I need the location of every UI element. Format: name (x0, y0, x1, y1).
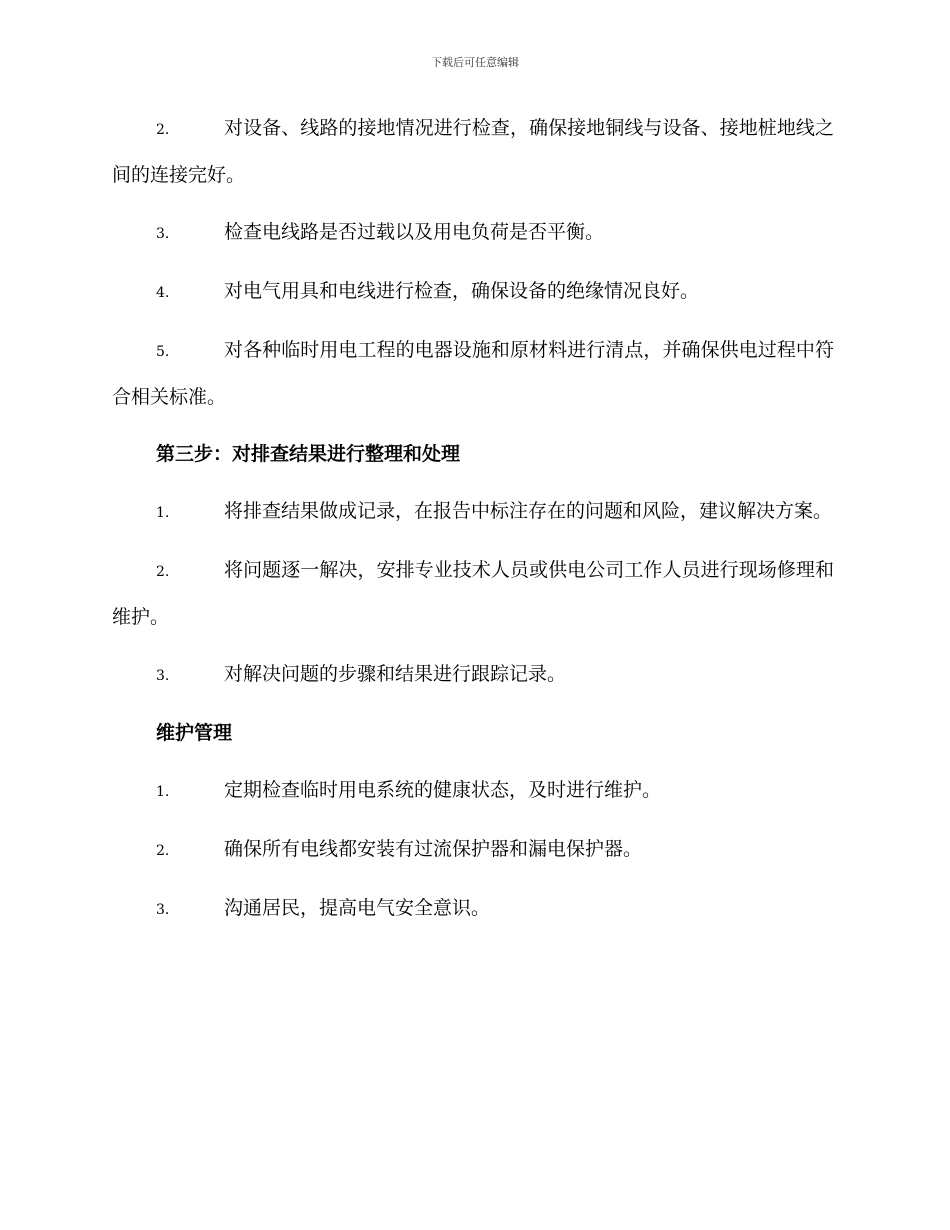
list-item (112, 328, 834, 420)
item-number: 5. (156, 344, 170, 360)
item-number: 3. (156, 226, 170, 242)
item-text: 将问题逐一解决，安排专业技术人员或供电公司工作人员进行现场修理和维护。 (112, 559, 834, 628)
section-checks (112, 106, 834, 420)
list-item (112, 106, 834, 198)
list-item (112, 269, 834, 316)
list-item (112, 489, 834, 536)
item-text: 检查电线路是否过载以及用电负荷是否平衡。 (224, 221, 605, 243)
section-heading: 维护管理 (156, 722, 233, 744)
item-text: 将排查结果做成记录，在报告中标注存在的问题和风险，建议解决方案。 (224, 500, 833, 522)
document-body (112, 106, 834, 945)
item-number: 1. (156, 505, 170, 521)
item-text: 确保所有电线都安装有过流保护器和漏电保护器。 (224, 838, 643, 860)
item-text: 定期检查临时用电系统的健康状态，及时进行维护。 (224, 779, 662, 801)
item-number: 1. (156, 784, 170, 800)
list-item (112, 827, 834, 874)
item-number: 2. (156, 564, 170, 580)
item-number: 4. (156, 285, 170, 301)
item-text: 对电气用具和电线进行检查，确保设备的绝缘情况良好。 (224, 280, 700, 302)
item-number: 3. (156, 902, 170, 918)
item-text: 沟通居民，提高电气安全意识。 (224, 897, 491, 919)
item-text: 对各种临时用电工程的电器设施和原材料进行清点，并确保供电过程中符合相关标准。 (112, 339, 834, 408)
section-maintenance (112, 711, 834, 933)
list-item (112, 652, 834, 699)
item-text: 对解决问题的步骤和结果进行跟踪记录。 (224, 663, 567, 685)
item-number: 2. (156, 122, 170, 138)
list-item (112, 768, 834, 815)
list-item (112, 548, 834, 640)
item-number: 3. (156, 668, 170, 684)
list-item (112, 886, 834, 933)
page-header: 下载后可任意编辑 (431, 56, 519, 69)
item-text: 对设备、线路的接地情况进行检查，确保接地铜线与设备、接地桩地线之间的连接完好。 (112, 117, 834, 186)
item-number: 2. (156, 843, 170, 859)
section-step-three (112, 432, 834, 699)
section-heading: 第三步：对排查结果进行整理和处理 (156, 443, 461, 465)
list-item (112, 210, 834, 257)
